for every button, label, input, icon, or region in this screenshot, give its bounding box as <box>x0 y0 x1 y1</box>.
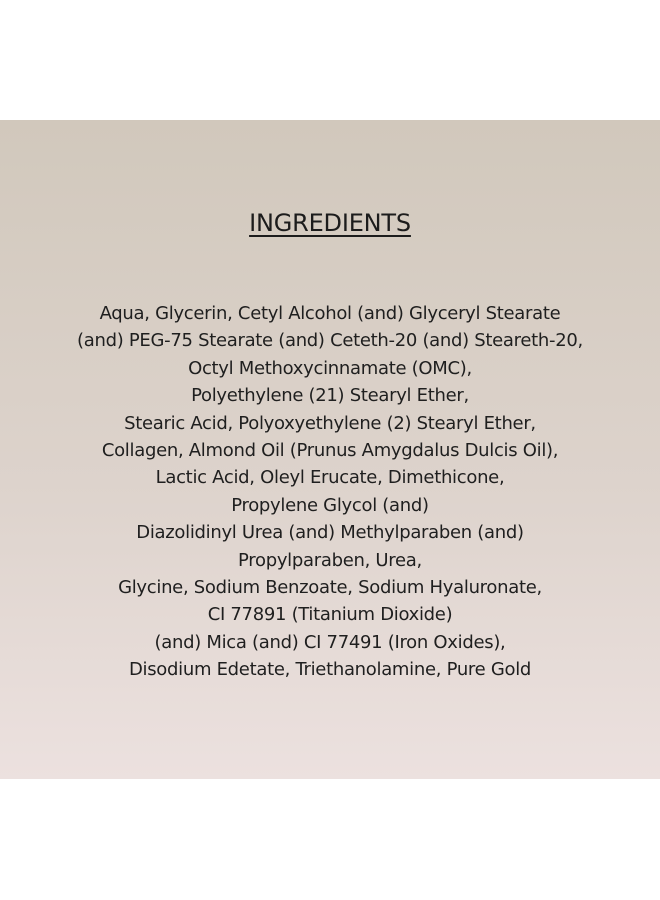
ingredients-heading-text: INGREDIENTS <box>249 209 411 237</box>
ingredient-line: Diazolidinyl Urea (and) Methylparaben (and) <box>136 522 524 544</box>
ingredient-line: Disodium Edetate, Triethanolamine, Pure Gold <box>128 659 532 681</box>
ingredient-line: Propylparaben, Urea, <box>238 549 422 571</box>
ingredient-line: Aqua, Glycerin, Cetyl Alcohol (and) Glyceryl Stearate <box>99 303 561 324</box>
ingredient-line: Propylene Glycol (and) <box>231 494 429 516</box>
ingredient-line: (and) Mica (and) CI 77491 (Iron Oxides), <box>154 631 506 653</box>
ingredient-line: Collagen, Almond Oil (Prunus Amygdalus Dulcis Oil), <box>101 440 559 462</box>
ingredient-line: Polyethylene (21) Stearyl Ether, <box>191 385 469 407</box>
ingredient-line: CI 77891 (Titanium Dioxide) <box>207 604 453 626</box>
ingredient-line: (and) PEG-75 Stearate (and) Ceteth-20 (and) Steareth-20, <box>77 330 583 352</box>
ingredients-list <box>0 300 660 684</box>
ingredient-line: Stearic Acid, Polyoxyethylene (2) Stearyl Ether, <box>124 412 536 434</box>
ingredient-line: Glycine, Sodium Benzoate, Sodium Hyaluronate, <box>118 577 542 599</box>
ingredient-line: Lactic Acid, Oleyl Erucate, Dimethicone, <box>155 467 505 489</box>
ingredient-line: Octyl Methoxycinnamate (OMC), <box>188 357 472 379</box>
ingredients-heading <box>0 208 660 238</box>
ingredients-panel <box>0 120 660 779</box>
